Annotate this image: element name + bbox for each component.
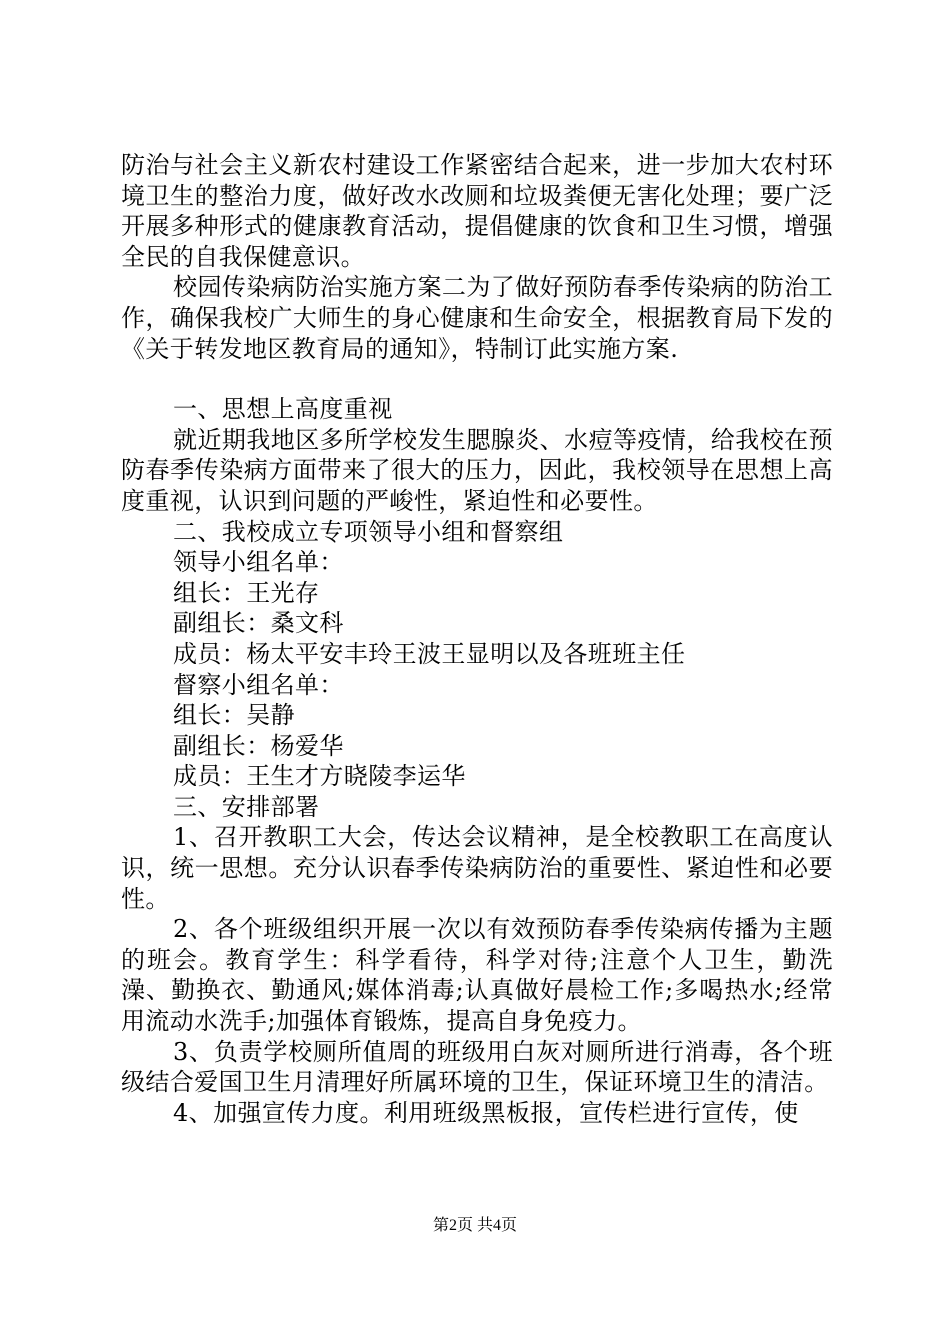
list-item-deputy-leader: 副组长：桑文科 — [173, 609, 344, 638]
list-item-members: 成员：杨太平安丰玲王波王显明以及各班班主任 — [173, 639, 686, 668]
list-item-leader: 组长：王光存 — [173, 578, 320, 607]
paragraph-item-3: 3、负责学校厕所值周的班级用白灰对厕所进行消毒，各个班级结合爱国卫生月清理好所属环境的卫生，保证环境卫生的清洁。 — [121, 1037, 833, 1097]
paragraph-gap — [121, 364, 833, 394]
paragraph-item-2: 2、各个班级组织开展一次以有效预防春季传染病传播为主题的班会。教育学生：科学看待，科学对待;注意个人卫生，勤洗澡、勤换衣、勤通风;媒体消毒;认真做好晨检工作;多喝热水;经常用流动水洗手;加强体育锻炼，提高自身免疫力。 — [121, 915, 833, 1036]
paragraph-item-4: 4、加强宣传力度。利用班级黑板报，宣传栏进行宣传，使 — [173, 1098, 799, 1127]
section-heading-1: 一、思想上高度重视 — [173, 395, 393, 424]
paragraph-continuation: 防治与社会主义新农村建设工作紧密结合起来，进一步加大农村环境卫生的整治力度，做好改水改厕和垃圾粪便无害化处理；要广泛开展多种形式的健康教育活动，提倡健康的饮食和卫生习惯，增强全民的自我保健意识。 — [121, 151, 833, 271]
paragraph-section-1: 就近期我地区多所学校发生腮腺炎、水痘等疫情，给我校在预防春季传染病方面带来了很大的压力，因此，我校领导在思想上高度重视，认识到问题的严峻性，紧迫性和必要性。 — [121, 425, 833, 515]
list-item-supervision-leader: 组长：吴静 — [173, 701, 295, 730]
paragraph-item-1: 1、召开教职工大会，传达会议精神，是全校教职工在高度认识，统一思想。充分认识春季传染病防治的重要性、紧迫性和必要性。 — [121, 823, 833, 913]
list-heading-supervision-group: 督察小组名单： — [173, 670, 344, 699]
list-item-supervision-deputy: 副组长：杨爱华 — [173, 731, 344, 760]
paragraph-plan-intro: 校园传染病防治实施方案二为了做好预防春季传染病的防治工作，确保我校广大师生的身心健康和生命安全，根据教育局下发的《关于转发地区教育局的通知》，特制订此实施方案. — [121, 273, 833, 363]
section-heading-3: 三、安排部署 — [173, 792, 320, 821]
section-heading-2: 二、我校成立专项领导小组和督察组 — [173, 517, 564, 546]
page-number-footer: 第2页 共4页 — [432, 1217, 517, 1234]
list-item-supervision-members: 成员：王生才方晓陵李运华 — [173, 762, 466, 791]
list-heading-leader-group: 领导小组名单： — [173, 548, 344, 577]
document-body — [121, 150, 833, 1128]
